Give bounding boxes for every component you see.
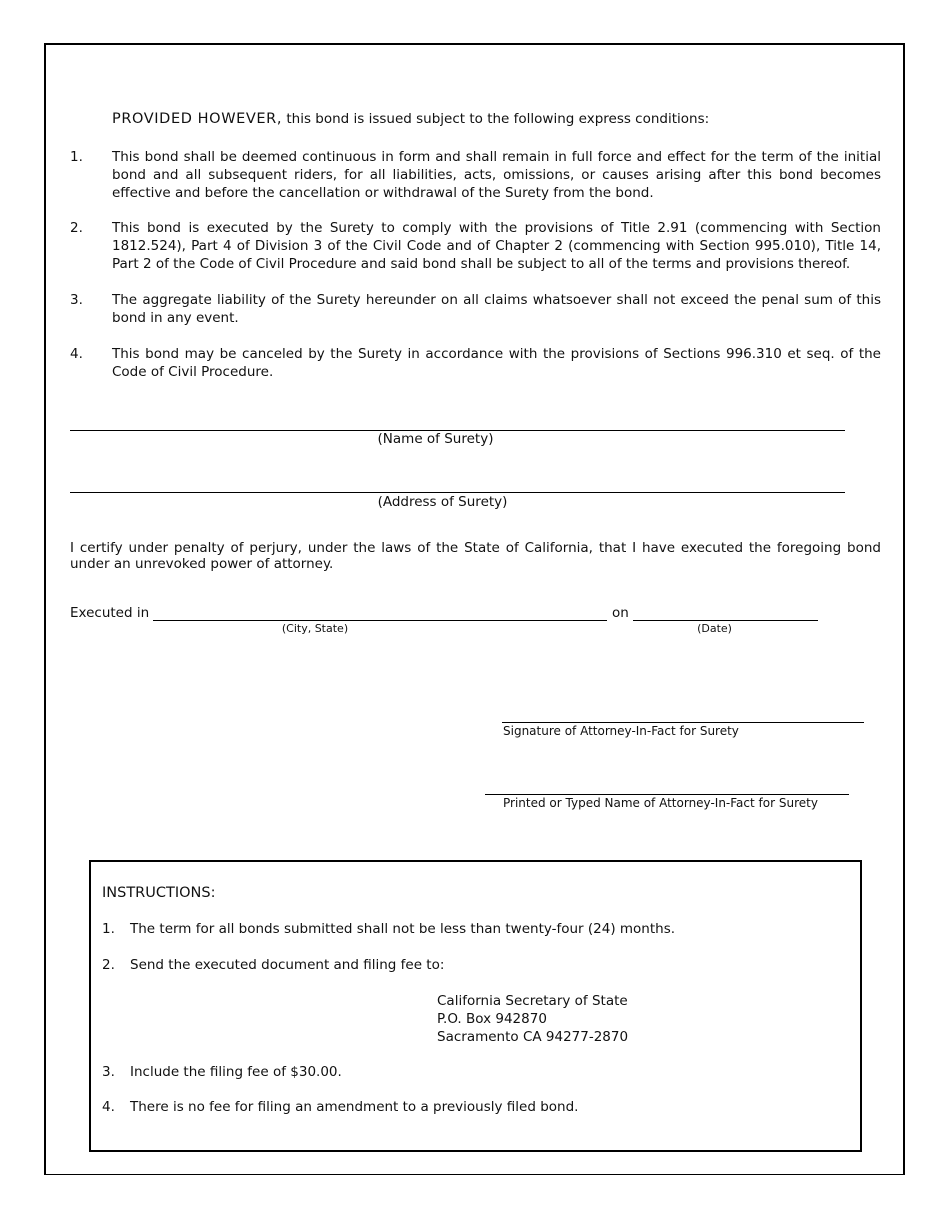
city-state-line[interactable] (153, 620, 607, 621)
certification-text: I certify under penalty of perjury, under the laws of the State of California, that I have executed the foregoing bond under an unrevoked power of attorney. (70, 540, 881, 572)
condition-number: 4. (70, 346, 83, 362)
surety-name-caption: (Name of Surety) (377, 431, 494, 447)
condition-4 (70, 345, 881, 381)
instruction-number: 4. (102, 1099, 115, 1115)
condition-text: This bond may be canceled by the Surety in accordance with the provisions of Sections 996.310 et seq. of the Code of Civil Procedure. (112, 346, 881, 380)
mailing-address (437, 992, 628, 1046)
instruction-text: There is no fee for filing an amendment to a previously filed bond. (130, 1099, 579, 1115)
instruction-number: 2. (102, 957, 115, 973)
signature-caption: Signature of Attorney-In-Fact for Surety (503, 724, 739, 738)
condition-number: 2. (70, 220, 83, 236)
instruction-text: Include the filing fee of $30.00. (130, 1064, 342, 1080)
condition-1 (70, 148, 881, 202)
on-label: on (612, 605, 629, 621)
date-caption: (Date) (697, 622, 732, 635)
city-state-caption: (City, State) (281, 622, 349, 635)
condition-2 (70, 219, 881, 273)
intro-sentence (112, 111, 709, 127)
condition-3 (70, 291, 881, 327)
condition-text: The aggregate liability of the Surety hereunder on all claims whatsoever shall not exceed the penal sum of this bond in any event. (112, 292, 881, 326)
condition-text: This bond shall be deemed continuous in form and shall remain in full force and effect for the term of the initial bond and all subsequent riders, for all liabilities, acts, omissions, or causes arising after this bond becomes effective and before the cancellation or withdrawal of the Surety from the bond. (112, 149, 881, 201)
executed-in-label: Executed in (70, 605, 150, 621)
surety-address-line[interactable] (70, 492, 845, 493)
printed-name-line[interactable] (485, 794, 849, 795)
instructions-heading: INSTRUCTIONS: (102, 885, 216, 901)
date-line[interactable] (633, 620, 818, 621)
printed-name-caption: Printed or Typed Name of Attorney-In-Fact for Surety (503, 796, 818, 810)
intro-lead: PROVIDED HOWEVER, (112, 111, 283, 127)
instruction-text: Send the executed document and filing fee to: (130, 957, 445, 973)
condition-number: 3. (70, 292, 83, 308)
address-line-3: Sacramento CA 94277-2870 (437, 1029, 629, 1045)
instruction-text: The term for all bonds submitted shall not be less than twenty-four (24) months. (130, 921, 676, 937)
condition-text: This bond is executed by the Surety to comply with the provisions of Title 2.91 (commencing with Section 1812.524), Part 4 of Division 3 of the Civil Code and of Chapter 2 (commencing with Section 995.010), Title 14, Part 2 of the Code of Civil Procedure and said bond shall be subject to all of the terms and provisions thereof. (112, 220, 881, 272)
address-line-1: California Secretary of State (437, 993, 628, 1009)
intro-rest: this bond is issued subject to the following express conditions: (282, 111, 710, 127)
surety-address-caption: (Address of Surety) (377, 494, 508, 510)
address-line-2: P.O. Box 942870 (437, 1011, 547, 1027)
instruction-number: 3. (102, 1064, 115, 1080)
signature-line[interactable] (502, 722, 864, 723)
instruction-number: 1. (102, 921, 115, 937)
condition-number: 1. (70, 149, 83, 165)
